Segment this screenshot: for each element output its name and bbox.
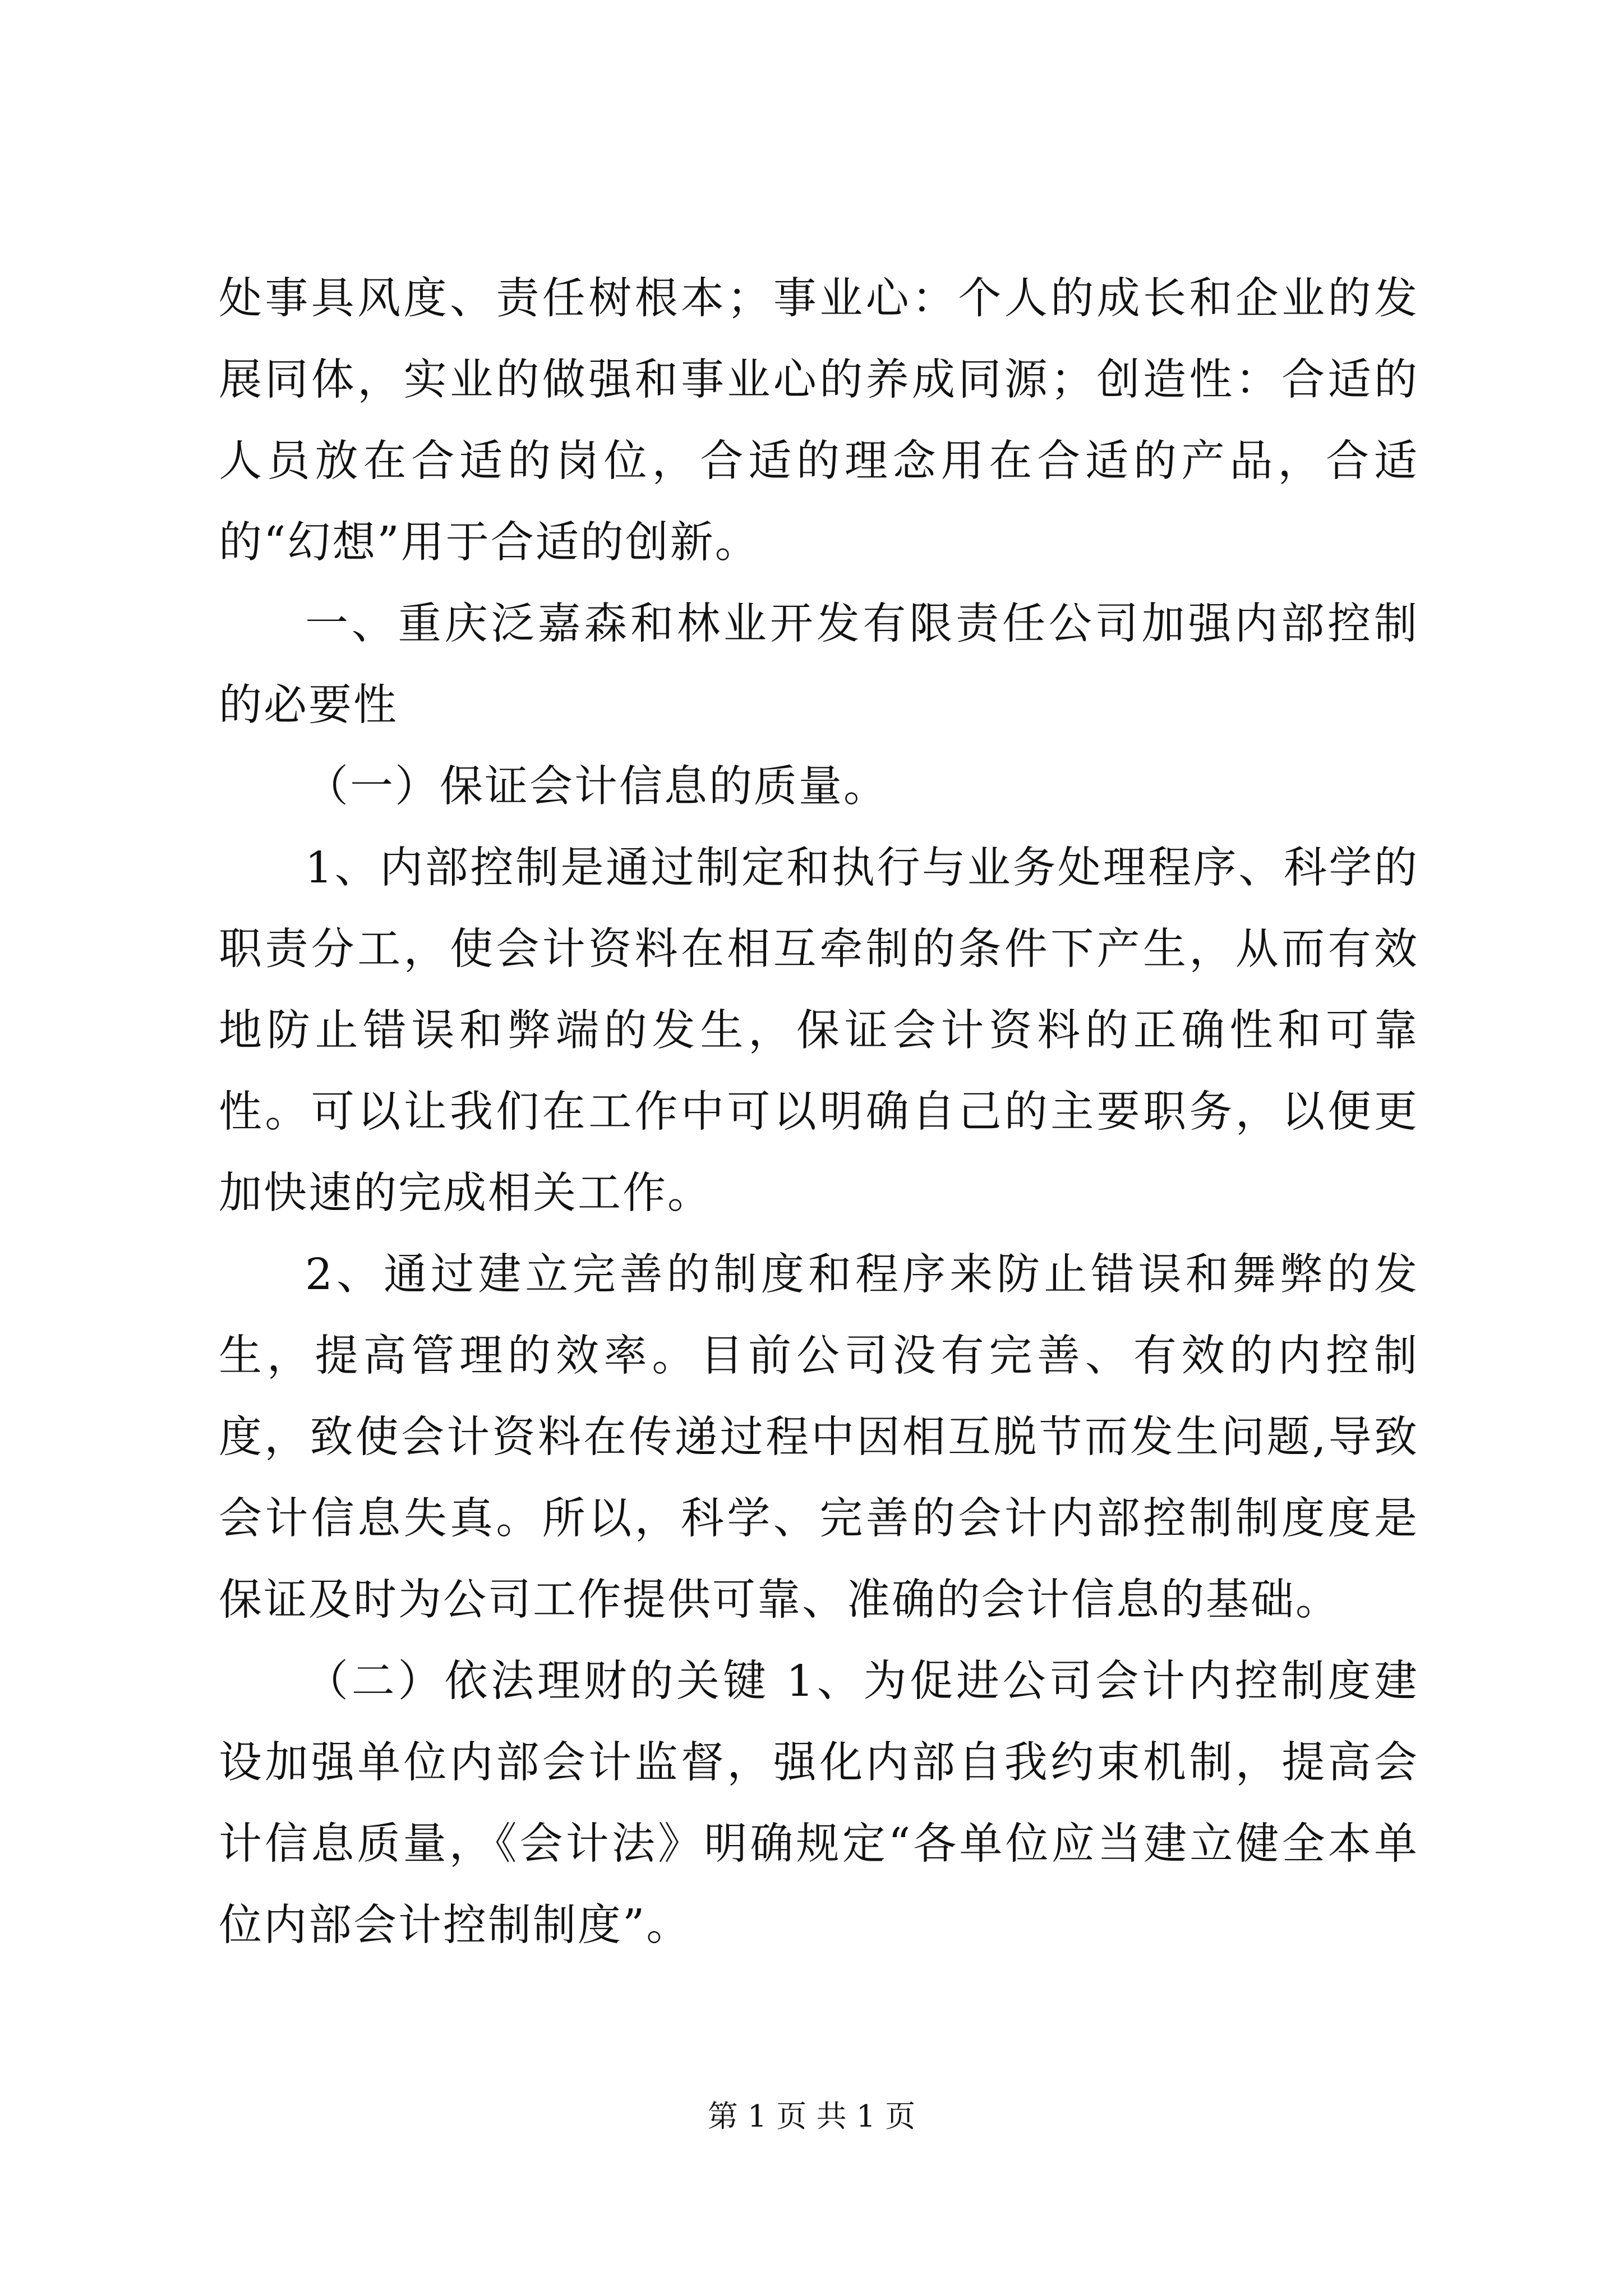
paragraph-continuation: 处事具风度、责任树根本；事业心：个人的成长和企业的发展同体，实业的做强和事业心的养成同源；创造性：合适的人员放在合适的岗位，合适的理念用在合适的产品，合适的“幻想”用于合适的创新。	[219, 274, 1419, 568]
paragraph-subsection-2: （二）依法理财的关键 1、为促进公司会计内控制度建设加强单位内部会计监督，强化内部自我约束机制，提高会计信息质量，《会计法》明确规定“各单位应当建立健全本单位内部会计控制制度”。	[219, 1657, 1419, 1950]
page-footer: 第 1 页 共 1 页	[707, 2099, 916, 2134]
section-heading-necessity: 一、重庆泛嘉森和林业开发有限责任公司加强内部控制的必要性	[219, 599, 1419, 730]
subsection-heading-accounting-quality: （一）保证会计信息的质量。	[305, 762, 888, 812]
paragraph-point-2: 2、通过建立完善的制度和程序来防止错误和舞弊的发生，提高管理的效率。目前公司没有完善、有效的内控制度，致使会计资料在传递过程中因相互脱节而发生问题,导致会计信息失真。所以，科学、完善的会计内部控制制度度是保证及时为公司工作提供可靠、准确的会计信息的基础。	[219, 1250, 1419, 1625]
document-body	[219, 258, 1419, 1966]
paragraph-point-1: 1、内部控制是通过制定和执行与业务处理程序、科学的职责分工，使会计资料在相互牵制的条件下产生，从而有效地防止错误和弊端的发生，保证会计资料的正确性和可靠性。可以让我们在工作中可以明确自己的主要职务，以便更加快速的完成相关工作。	[219, 843, 1419, 1218]
